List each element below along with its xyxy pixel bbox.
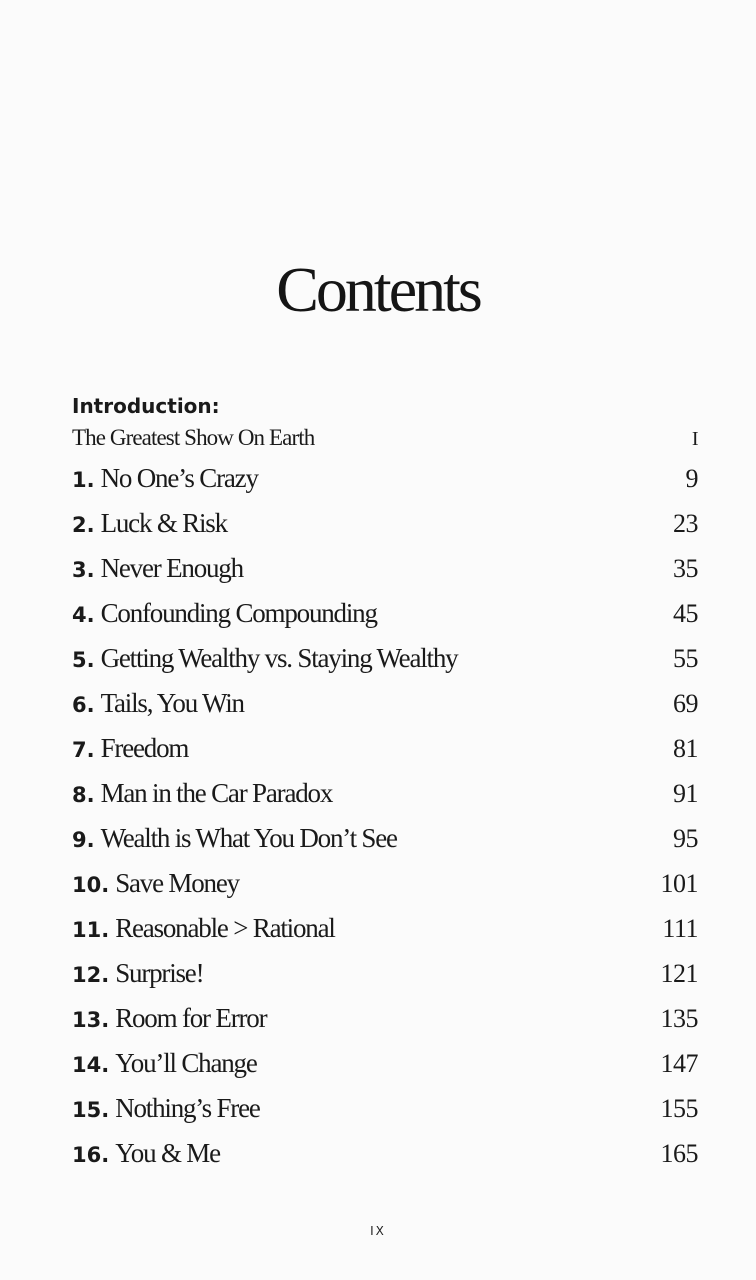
introduction-label: Introduction: xyxy=(72,394,220,418)
chapter-number: 2. xyxy=(72,513,95,537)
toc-entry-chapter-10 xyxy=(72,861,698,906)
chapter-page: 135 xyxy=(660,1004,698,1033)
toc-entry-chapter-14 xyxy=(72,1041,698,1086)
toc-entry-chapter-1 xyxy=(72,456,698,501)
toc-entry-introduction xyxy=(72,420,698,456)
chapter-number: 6. xyxy=(72,693,95,717)
chapter-number: 12. xyxy=(72,963,110,987)
chapter-page: 165 xyxy=(660,1139,698,1168)
chapter-page: 155 xyxy=(660,1094,698,1123)
chapter-number: 11. xyxy=(72,918,110,942)
chapter-title: You’ll Change xyxy=(115,1048,257,1078)
toc-entry-chapter-6 xyxy=(72,681,698,726)
chapter-page: 23 xyxy=(673,509,698,538)
chapter-number: 15. xyxy=(72,1098,110,1122)
chapter-title: Save Money xyxy=(115,868,239,898)
toc-entry-chapter-7 xyxy=(72,726,698,771)
chapter-page: 35 xyxy=(673,554,698,583)
chapter-title: Freedom xyxy=(100,733,189,763)
chapter-page: 81 xyxy=(673,734,698,763)
toc-entry-chapter-13 xyxy=(72,996,698,1041)
chapter-page: 69 xyxy=(673,689,698,718)
toc-entry-chapter-8 xyxy=(72,771,698,816)
toc-entry-chapter-3 xyxy=(72,546,698,591)
chapter-number: 16. xyxy=(72,1143,110,1167)
chapter-page: 9 xyxy=(685,464,698,493)
page-title: Contents xyxy=(276,254,480,325)
toc-entry-chapter-2 xyxy=(72,501,698,546)
chapter-page: 111 xyxy=(662,914,698,943)
chapter-title: Never Enough xyxy=(100,553,243,583)
chapter-number: 4. xyxy=(72,603,95,627)
chapter-title: No One’s Crazy xyxy=(100,463,258,493)
chapter-title: Surprise! xyxy=(115,958,204,988)
chapter-page: 121 xyxy=(660,959,698,988)
toc-entry-chapter-15 xyxy=(72,1086,698,1131)
chapter-number: 10. xyxy=(72,873,110,897)
chapter-number: 14. xyxy=(72,1053,110,1077)
chapter-number: 8. xyxy=(72,783,95,807)
chapter-title: Man in the Car Paradox xyxy=(100,778,333,808)
chapter-title: Wealth is What You Don’t See xyxy=(100,823,397,853)
chapter-title: Room for Error xyxy=(115,1003,267,1033)
chapter-page: 91 xyxy=(673,779,698,808)
toc-entry-chapter-9 xyxy=(72,816,698,861)
chapter-page: 55 xyxy=(673,644,698,673)
chapter-number: 9. xyxy=(72,828,95,852)
chapter-page: 147 xyxy=(660,1049,698,1078)
toc-entry-chapter-16 xyxy=(72,1131,698,1176)
chapter-title: Nothing’s Free xyxy=(115,1093,260,1123)
chapter-title: Reasonable > Rational xyxy=(115,913,335,943)
chapter-title: Luck & Risk xyxy=(100,508,227,538)
toc-entry-chapter-5 xyxy=(72,636,698,681)
toc-entry-chapter-4 xyxy=(72,591,698,636)
chapter-title: Confounding Compounding xyxy=(100,598,377,628)
toc-entry-chapter-11 xyxy=(72,906,698,951)
chapter-number: 7. xyxy=(72,738,95,762)
toc-entry-title: The Greatest Show On Earth xyxy=(72,425,315,450)
chapter-number: 3. xyxy=(72,558,95,582)
chapter-title: Getting Wealthy vs. Staying Wealthy xyxy=(100,643,458,673)
chapter-page: 45 xyxy=(673,599,698,628)
toc-entry-chapter-12 xyxy=(72,951,698,996)
chapter-title: Tails, You Win xyxy=(100,688,244,718)
chapter-number: 13. xyxy=(72,1008,110,1032)
table-of-contents xyxy=(72,392,698,1176)
toc-entry-page: I xyxy=(691,428,698,450)
chapter-page: 101 xyxy=(660,869,698,898)
chapter-number: 5. xyxy=(72,648,95,672)
page-number-folio: IX xyxy=(370,1224,386,1238)
chapter-page: 95 xyxy=(673,824,698,853)
chapter-number: 1. xyxy=(72,468,95,492)
chapter-title: You & Me xyxy=(115,1138,220,1168)
